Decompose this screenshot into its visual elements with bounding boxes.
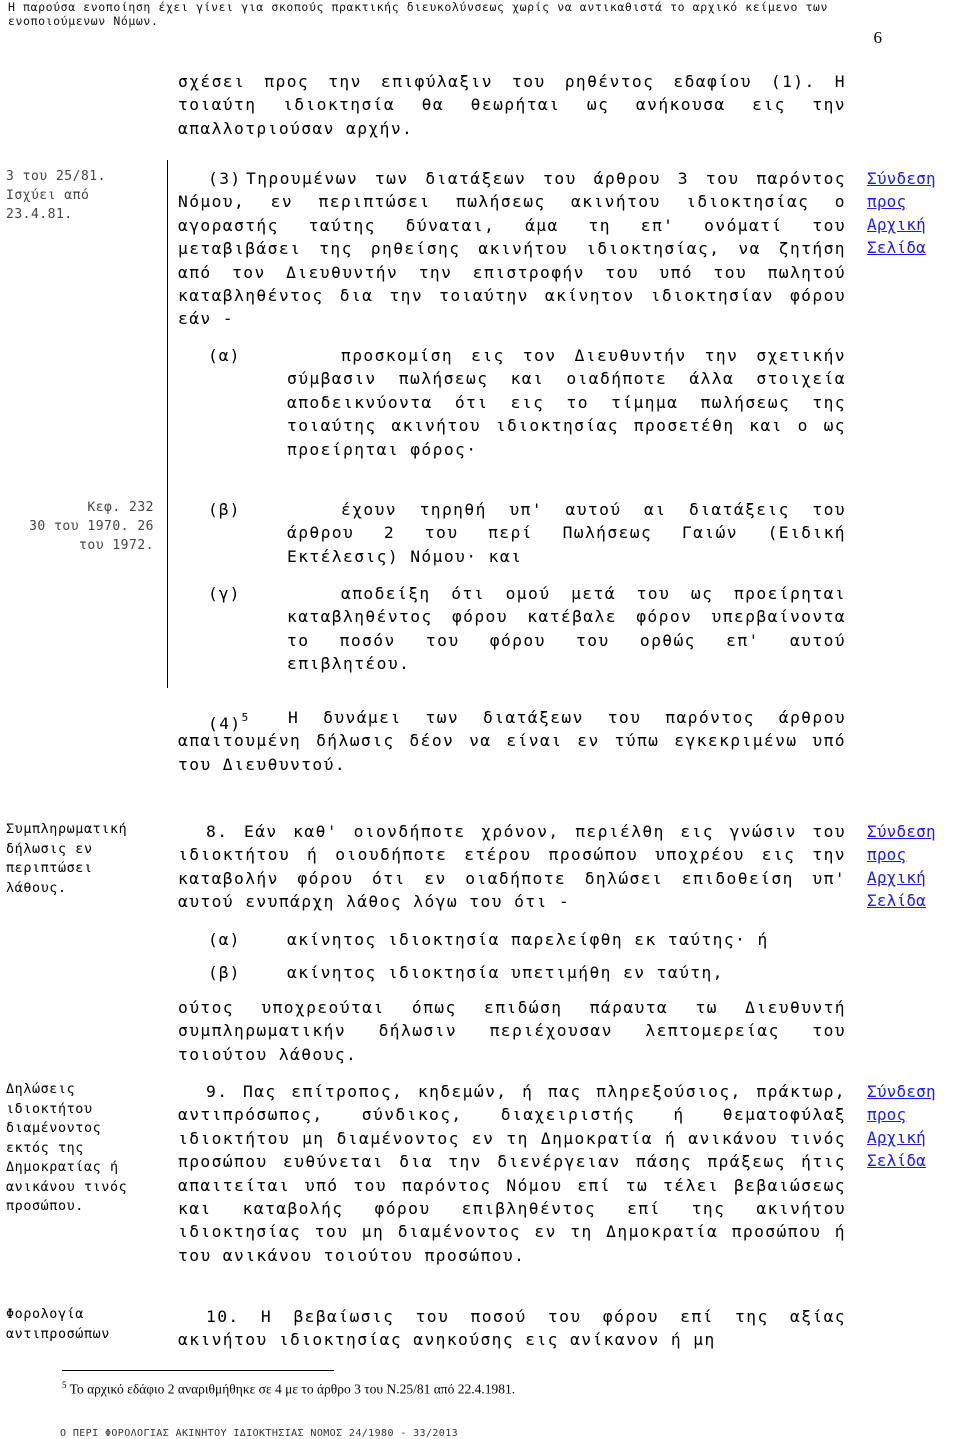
margin-note-line: Συμπληρωματική xyxy=(6,822,128,837)
item-label: (β) xyxy=(208,500,241,519)
home-page-link[interactable] xyxy=(867,1080,936,1172)
margin-note-line: αντιπροσώπων xyxy=(6,1326,110,1342)
home-page-link[interactable] xyxy=(867,167,936,259)
link-line: Αρχική xyxy=(867,215,926,234)
margin-note-nonresident xyxy=(6,1080,166,1217)
home-page-link[interactable] xyxy=(867,820,936,912)
margin-note-line: Δηλώσεις xyxy=(6,1082,76,1097)
section9-text: 9. Πας επίτροπος, κηδεμών, ή πας πληρεξούσιος, πράκτωρ, αντιπρόσωπος, σύνδικος, διαχειριστής ή θεματοφύλαξ ιδιοκτήτου μη διαμένοντος εν τη Δημοκρατία ή ανικάνου τινός προσώπου ευθύνεται δια την διενέργειαν πάσης πράξεως ήτις απαιτείται υπό του παρόντος Νόμου επί τω τέλει βεβαιώσεως και καταβολής φόρου επιβληθέντος επί της ακινήτου ιδιοκτησίας του μη διαμένοντος εν τη Δημοκρατία προσώπου ή του ανικάνου τοιούτου προσώπου. xyxy=(178,1082,846,1265)
margin-note-line: Δημοκρατίας ή xyxy=(6,1160,119,1175)
header-line-2: ενοποιούμενων Νόμων. xyxy=(8,14,159,28)
margin-note-line: Ισχύει από xyxy=(6,188,90,203)
margin-note-line: ανικάνου τινός xyxy=(6,1179,128,1195)
header-line-1: Η παρούσα ενοποίηση έχει γίνει για σκοπούς πρακτικής διευκολύνσεως χωρίς να αντικαθιστά το αρχικό κείμενο των xyxy=(8,0,829,14)
consolidation-notice xyxy=(8,0,953,28)
section8-tail: ούτος υποχρεούται όπως επιδώση πάραυτα τω Διευθυντή συμπληρωματικήν δήλωσιν περιέχουσαν λεπτομερείας του τοιούτου λάθους. xyxy=(178,998,846,1064)
item-label: (β) xyxy=(208,963,241,982)
margin-note-line: 23.4.81. xyxy=(6,207,73,222)
para3-item-b: έχουν τηρηθή υπ' αυτού αι διατάξεις του άρθρου 2 του περί Πωλήσεως Γαιών (Ειδική Εκτέλεσις) Νόμου· και xyxy=(287,500,846,566)
continuation-text: σχέσει προς την επιφύλαξιν του ρηθέντος εδαφίου (1). Η τοιαύτη ιδιοκτησία θα θεωρήται ως ανήκουσα εις την απαλλοτριούσαν αρχήν. xyxy=(178,72,846,138)
footnote-mark: 5 xyxy=(62,1380,67,1390)
footnote xyxy=(62,1380,515,1398)
section8-item-a: ακίνητος ιδιοκτησία παρελείφθη εκ ταύτης· ή xyxy=(287,930,769,949)
page-number: 6 xyxy=(873,28,882,47)
margin-note-line: 3 του 25/81. xyxy=(6,169,106,184)
section10-text: 10. Η βεβαίωσις του ποσού του φόρου επί της αξίας ακινήτου ιδιοκτησίας ανηκούσης εις ανίκανον ή μη xyxy=(178,1307,846,1350)
margin-note-supplementary xyxy=(6,820,156,898)
margin-note-line: ιδιοκτήτου xyxy=(6,1101,93,1117)
margin-note-chapter xyxy=(6,498,154,555)
margin-note-line: του 1972. xyxy=(79,538,154,553)
link-line: Σελίδα xyxy=(867,891,926,910)
margin-note-representatives xyxy=(6,1305,166,1344)
item-label: (γ) xyxy=(208,584,241,603)
margin-note-amendment xyxy=(6,167,141,224)
para3-item-a: προσκομίση εις τον Διευθυντήν την σχετικήν σύμβασιν πωλήσεως και οιαδήποτε άλλα στοιχεία αποδεικνύοντα ότι εις το τίμημα πωλήσεως της τοιαύτης ακινήτου ιδιοκτησίας προσετέθη και ο ως προείρηται φόρος· xyxy=(287,346,846,459)
link-line: Αρχική xyxy=(867,868,926,887)
footnote-separator xyxy=(62,1370,334,1371)
margin-note-line: προσώπου. xyxy=(6,1199,84,1214)
item-label: (α) xyxy=(208,346,241,365)
margin-note-line: Κεφ. 232 xyxy=(87,500,154,515)
para4-number: (4) xyxy=(208,714,242,733)
para3-text: Τηρουμένων των διατάξεων του άρθρου 3 του παρόντος Νόμου, εν περιπτώσει πωλήσεως ακινήτου ιδιοκτησίας ο αγοραστής ταύτης δύναται, άμα τη επ' ονόματί του μεταβιβάσει της ρηθείσης ακινήτου ιδιοκτησίας, να ζητήση από τον Διευθυντήν την επιστροφήν του υπό του πωλητού καταβληθέντος δια την τοιαύτην ακίνητον ιδιοκτησίαν φόρου εάν - xyxy=(178,169,846,329)
link-line: Σύνδεση xyxy=(867,1082,936,1101)
link-line: προς xyxy=(867,845,907,864)
link-line: προς xyxy=(867,1105,907,1124)
margin-note-line: διαμένοντος xyxy=(6,1121,102,1136)
item-label: (α) xyxy=(208,930,241,949)
footnote-ref: 5 xyxy=(241,711,250,724)
link-line: Αρχική xyxy=(867,1128,926,1147)
margin-note-line: Φορολογία xyxy=(6,1307,84,1322)
margin-note-line: δήλωσις εν xyxy=(6,841,93,857)
link-line: Σελίδα xyxy=(867,1151,926,1170)
link-line: Σύνδεση xyxy=(867,169,936,188)
margin-note-line: εκτός της xyxy=(6,1140,84,1156)
margin-note-line: περιπτώσει xyxy=(6,861,93,876)
para3-item-c: αποδείξη ότι ομού μετά του ως προείρηται καταβληθέντος φόρου κατέβαλε φόρον υπερβαίνοντα το ποσόν του φόρου του ορθώς επ' αυτού επιβλητέου. xyxy=(287,584,846,674)
link-line: Σελίδα xyxy=(867,238,926,257)
link-line: προς xyxy=(867,192,907,211)
margin-note-line: 30 του 1970. 26 xyxy=(29,519,154,534)
footnote-text: Το αρχικό εδάφιο 2 αναριθμήθηκε σε 4 με το άρθρο 3 του Ν.25/81 από 22.4.1981. xyxy=(69,1381,516,1397)
margin-note-line: λάθους. xyxy=(6,880,67,896)
para4-text: Η δυνάμει των διατάξεων του παρόντος άρθρου απαιτουμένη δήλωσις δέον να είναι εν τύπω εγκεκριμένω υπό του Διευθυντού. xyxy=(178,708,846,774)
section8-text: 8. Εάν καθ' οιονδήποτε χρόνον, περιέλθη εις γνώσιν του ιδιοκτήτου ή οιουδήποτε ετέρου προσώπου υποχρέου εις την καταβολήν φόρου ότι εν οιαδήποτε δηλώσει επιδοθείση υπ' αυτού ενυπάρχη λάθος λόγω του ότι - xyxy=(178,822,846,912)
section8-item-b: ακίνητος ιδιοκτησία υπετιμήθη εν ταύτη, xyxy=(287,963,724,982)
page-footer: Ο ΠΕΡΙ ΦΟΡΟΛΟΓΙΑΣ ΑΚΙΝΗΤΟΥ ΙΔΙΟΚΤΗΣΙΑΣ ΝΟΜΟΣ 24/1980 - 33/2013 xyxy=(60,1428,459,1439)
para3-label: (3) xyxy=(208,169,242,188)
margin-divider xyxy=(167,160,168,688)
link-line: Σύνδεση xyxy=(867,822,936,841)
